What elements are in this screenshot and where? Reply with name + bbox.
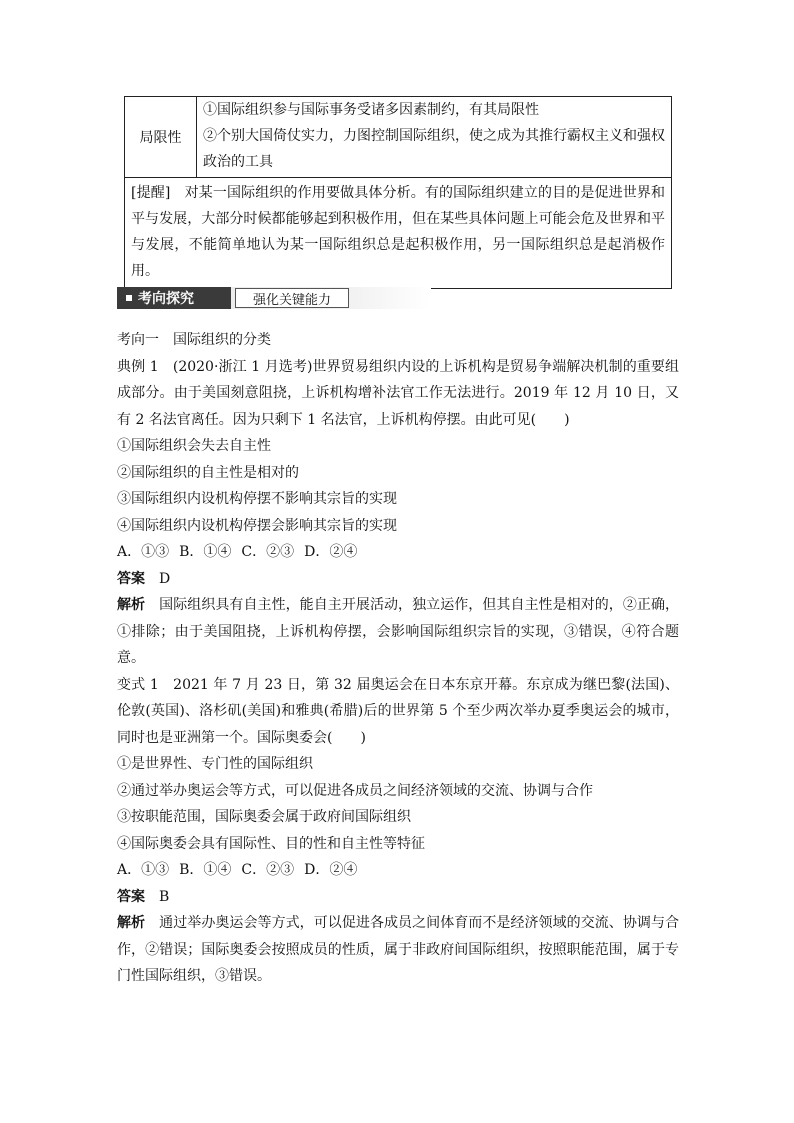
analysis-text: 通过举办奥运会等方式，可以促进各成员之间体育而不是经济领域的交流、协调与合作，②错误；国际奥委会按照成员的性质，属于非政府间国际组织，按照职能范围，属于专门性国际组织，③错误。 <box>117 915 680 984</box>
tip-box <box>125 178 671 288</box>
limitation-item-2: ②个别大国倚仗实力，力图控制国际组织，使之成为其推行霸权主义和强权政治的工具 <box>203 128 665 170</box>
limitation-item-1: ①国际组织参与国际事务受诸多因素制约，有其局限性 <box>203 102 539 118</box>
variant-option-4: ④国际奥委会具有国际性、目的性和自主性等特征 <box>117 835 425 852</box>
banner-primary-text: 考向探究 <box>138 291 194 307</box>
example-choices <box>117 539 679 566</box>
tip-text: 对某一国际组织的作用要做具体分析。有的国际组织建立的目的是促进世界和平与发展，大部分时候都能够起到积极作用，但在某些具体问题上可能会危及世界和平与发展，不能简单地认为某一国际组织总是起积极作用，另一国际组织总是起消极作用。 <box>131 185 666 279</box>
variant-choices <box>117 857 679 884</box>
choice-b: B．①④ <box>179 862 232 878</box>
variant-option-2: ②通过举办奥运会等方式，可以促进各成员之间经济领域的交流、协调与合作 <box>117 782 593 799</box>
square-bullet-icon <box>126 295 132 301</box>
example-option-1: ①国际组织会失去自主性 <box>117 438 271 454</box>
section-heading: 考向一 国际组织的分类 <box>117 332 271 348</box>
variant-label: 变式 1 <box>117 676 159 693</box>
banner-secondary: 强化关键能力 <box>235 288 349 308</box>
banner-primary <box>117 287 231 309</box>
example-analysis <box>117 592 679 672</box>
limitation-content <box>197 97 671 177</box>
variant-option-1: ①是世界性、专门性的国际组织 <box>117 756 313 772</box>
example-option-2: ②国际组织的自主性是相对的 <box>117 464 299 481</box>
choice-c: C．②③ <box>241 862 295 878</box>
variant-analysis <box>117 910 679 990</box>
limitation-row <box>125 97 671 178</box>
choice-b: B．①④ <box>179 544 232 560</box>
variant-stem <box>117 672 679 752</box>
example-option-3: ③国际组织内设机构停摆不影响其宗旨的实现 <box>117 491 397 507</box>
choice-c: C．②③ <box>241 544 295 560</box>
variant-answer <box>117 884 679 911</box>
choice-d: D．②④ <box>304 544 358 560</box>
example-label: 典例 1 <box>117 358 159 375</box>
example-stem-text: (2020·浙江 1 月选考)世界贸易组织内设的上诉机构是贸易争端解决机制的重要组成部分。由于美国刻意阻挠，上诉机构增补法官工作无法进行。2019 年 12 月 10 日，又有 2 名法官离任。因为只剩下 1 名法官，上诉机构停摆。由此可见( ) <box>117 358 680 428</box>
analysis-label: 解析 <box>117 597 146 613</box>
answer-label: 答案 <box>117 888 145 905</box>
tip-head: [提醒] <box>131 185 171 201</box>
choice-d: D．②④ <box>304 862 358 878</box>
answer-value: D <box>159 570 171 587</box>
analysis-label: 解析 <box>117 915 146 931</box>
choice-a: A．①③ <box>117 862 170 878</box>
limitation-label: 局限性 <box>125 97 197 177</box>
section-banner <box>117 287 431 309</box>
question-section <box>117 327 679 990</box>
variant-stem-text: 2021 年 7 月 23 日，第 32 届奥运会在日本东京开幕。东京成为继巴黎(法国)、伦敦(英国)、洛杉矶(美国)和雅典(希腊)后的世界第 5 个至少两次举办夏季奥运会的城市，同时也是亚洲第一个。国际奥委会( ) <box>117 676 680 746</box>
variant-option-3: ③按职能范围，国际奥委会属于政府间国际组织 <box>117 809 411 825</box>
example-answer <box>117 566 679 593</box>
example-stem <box>117 354 679 434</box>
answer-value: B <box>159 888 170 905</box>
answer-label: 答案 <box>117 570 145 587</box>
example-option-4: ④国际组织内设机构停摆会影响其宗旨的实现 <box>117 517 397 534</box>
analysis-text: 国际组织具有自主性，能自主开展活动，独立运作，但其自主性是相对的，②正确，①排除；由于美国阻挠，上诉机构停摆，会影响国际组织宗旨的实现，③错误，④符合题意。 <box>117 597 680 666</box>
limitation-table <box>124 96 672 289</box>
choice-a: A．①③ <box>117 544 170 560</box>
